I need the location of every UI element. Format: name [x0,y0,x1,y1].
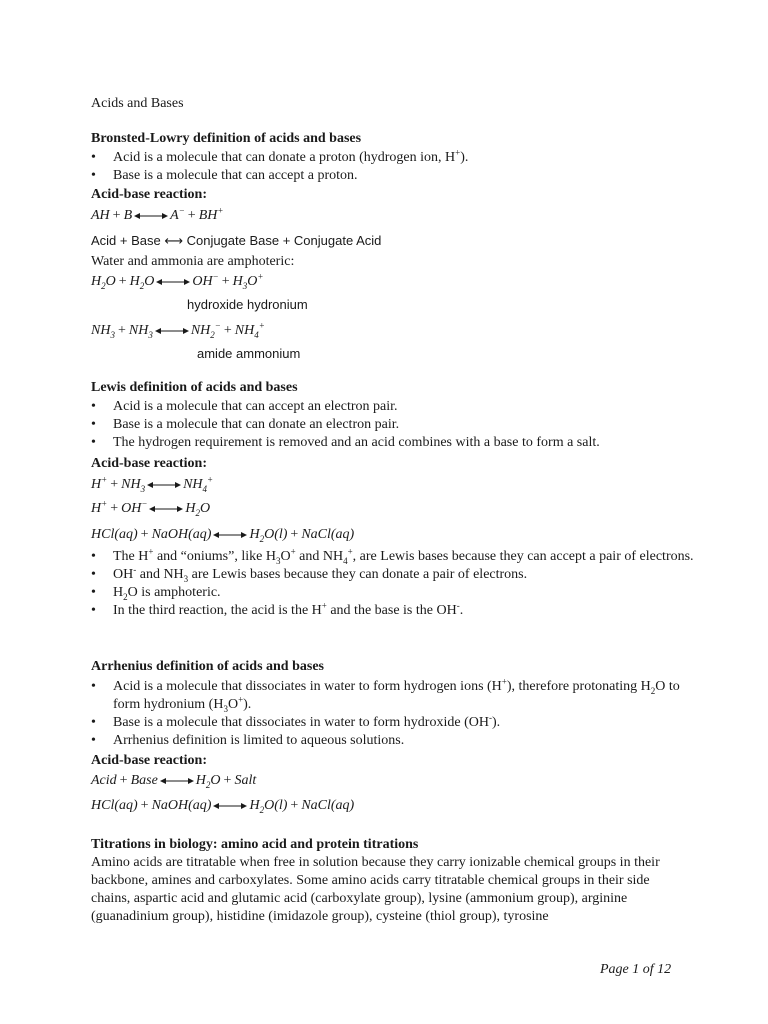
ammonia-caption: amide ammonium [197,346,301,361]
list-item: • OH- and $NH_3$ are Lewis bases because they can donate a pair of electrons. [91,566,708,584]
bronsted-heading: Bronsted-Lowry definition of acids and bases [91,131,362,146]
equation-ammonia: $NH_3 + NH_3$ $NH_2^- + NH_4^+$ [91,320,265,340]
arrhenius-heading: Arrhenius definition of acids and bases [91,659,324,674]
double-arrow-icon [147,480,181,490]
double-arrow-icon [213,530,247,540]
list-item: • Arrhenius definition is limited to aqueous solutions. [91,732,708,750]
bronsted-reaction-label: Acid-base reaction: [91,187,207,202]
list-item: • The H+ and “oniums”, like $H_3O^+$ and $NH_4^+$, are Lewis bases because they can accept a pair of electrons. [91,548,708,566]
document-title: Acids and Bases [91,96,184,111]
page-number: Page 1 of 12 [600,962,672,977]
titrations-paragraph: Amino acids are titratable when free in solution because they carry ionizable chemical groups in their backbone, amines and carboxylates. Some amino acids carry titratable chemical groups in their side chains, aspartic acid and glutamic acid (carboxylate group), lysine (ammonium group), arginine (guanadinium group), histidine (imidazole group), cysteine (thiol group), tyrosine [91,855,660,924]
equation-h-oh: H+ + OH− $H_2O$ [91,498,211,518]
arrhenius-bullets [91,678,708,750]
list-item: • Base is a molecule that can donate an electron pair. [91,416,708,434]
lewis-bullets [91,398,708,452]
arrhenius-reaction-label: Acid-base reaction: [91,753,207,768]
equation-ah-b: AH + B A− + BH+ [91,205,224,223]
double-arrow-icon [213,801,247,811]
list-item: • $H_2O$ is amphoteric. [91,584,708,602]
list-item: • Acid is a molecule that dissociates in water to form hydrogen ions (H+), therefore protonating $H_2O$ to form hydronium $(H_3O^+)$. [91,678,708,714]
list-item: • Base is a molecule that dissociates in water to form hydroxide (OH-). [91,714,708,732]
equation-hcl-naoh: HCl(aq) + NaOH(aq) $H_2O(l)$ + NaCl(aq) [91,527,355,544]
lewis-notes [91,548,708,620]
double-arrow-icon [156,277,190,287]
lewis-reaction-label: Acid-base reaction: [91,456,207,471]
word-equation: Acid + Base ⟷ Conjugate Base + Conjugate Acid [91,233,382,248]
equation-h-nh3: $H^+ + NH_3$ $NH_4^+$ [91,474,214,494]
equation-water: $H_2O + H_2O$ $OH^- + H_3O^+$ [91,271,264,291]
lewis-heading: Lewis definition of acids and bases [91,380,298,395]
list-item: • Base is a molecule that can accept a proton. [91,167,708,185]
equation-acid-base-salt: Acid + Base $H_2O$ + Salt [91,773,257,790]
double-arrow-icon [149,504,183,514]
list-item: • Acid is a molecule that can accept an electron pair. [91,398,708,416]
double-arrow-icon [155,326,189,336]
water-caption: hydroxide hydronium [187,297,308,312]
equation-hcl-naoh-2: HCl(aq) + NaOH(aq) $H_2O(l)$ + NaCl(aq) [91,798,355,815]
bronsted-bullets [91,149,708,185]
amphoteric-note: Water and ammonia are amphoteric: [91,254,295,269]
double-arrow-icon [160,776,194,786]
list-item: • Acid is a molecule that can donate a proton (hydrogen ion, H+). [91,149,708,167]
list-item: • In the third reaction, the acid is the H+ and the base is the OH-. [91,602,708,620]
list-item: • The hydrogen requirement is removed and an acid combines with a base to form a salt. [91,434,708,452]
double-arrow-icon [134,211,168,221]
titrations-heading: Titrations in biology: amino acid and protein titrations [91,837,419,852]
